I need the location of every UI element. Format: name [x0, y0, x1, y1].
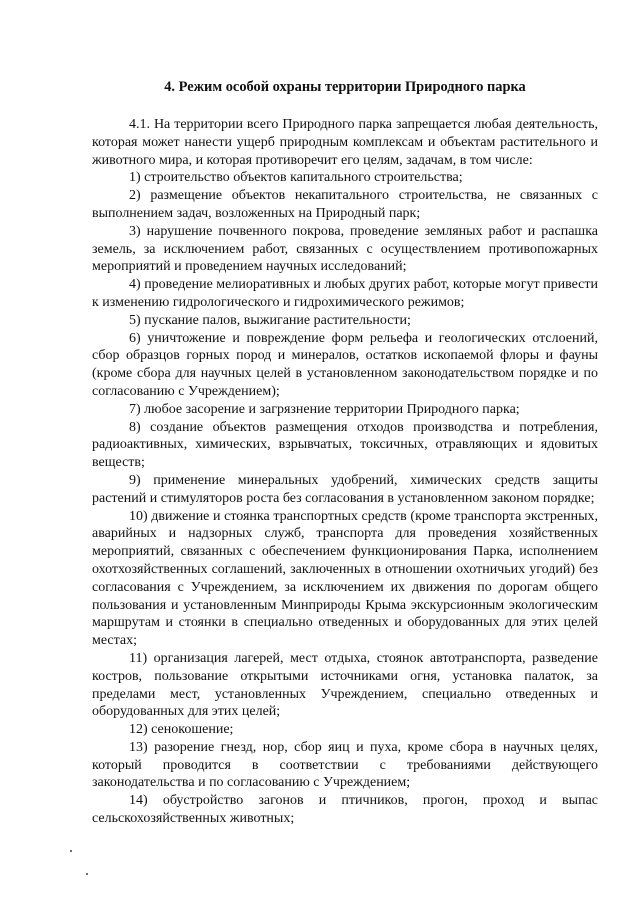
paragraph-4-1: 4.1. На территории всего Природного парка запрещается любая деятельность, которая может нанести ущерб природным комплексам и объектам растительного и животного мира, и которая противоречит его целям, задачам, в том числе:	[92, 117, 598, 168]
list-item-9: 9) применение минеральных удобрений, химических средств защиты растений и стимуляторов роста без согласования в установленном законом порядке;	[92, 472, 598, 506]
list-item-11: 11) организация лагерей, мест отдыха, стоянок автотранспорта, разведение костров, пользование открытыми источниками огня, установка палаток, за пределами мест, установленных Учреждением, специально отведенных и оборудованных для этих целей;	[92, 650, 598, 720]
list-item-8: 8) создание объектов размещения отходов производства и потребления, радиоактивных, химических, взрывчатых, токсичных, отравляющих и ядовитых веществ;	[92, 419, 598, 471]
scan-speck	[70, 850, 72, 852]
list-item-2: 2) размещение объектов некапитального строительства, не связанных с выполнением задач, возложенных на Природный парк;	[92, 188, 598, 221]
list-item-14: 14) обустройство загонов и птичников, прогон, проход и выпас сельскохозяйственных животных;	[92, 793, 598, 827]
section-body	[92, 116, 598, 828]
list-item-7: 7) любое засорение и загрязнение территории Природного парка;	[129, 401, 520, 417]
list-item-3: 3) нарушение почвенного покрова, проведение земляных работ и распашка земель, за исключением работ, связанных с осуществлением противопожарных мероприятий и проведением научных исследований;	[92, 223, 598, 275]
list-item-6: 6) уничтожение и повреждение форм рельефа и геологических отслоений, сбор образцов горных пород и минералов, остатков ископаемой флоры и фауны (кроме сбора для научных целей в установленном законодательством порядке и по согласованию с Учреждением);	[92, 330, 598, 399]
list-item-12: 12) сенокошение;	[129, 722, 234, 738]
list-item-4: 4) проведение мелиоративных и любых других работ, которые могут привести к изменению гидрологического и гидрохимического режимов;	[92, 277, 598, 310]
list-item-1: 1) строительство объектов капитального строительства;	[129, 170, 463, 186]
list-item-10: 10) движение и стоянка транспортных средств (кроме транспорта экстренных, аварийных и надзорных служб, транспорта для проведения хозяйственных мероприятий, связанных с обеспечением функционирования Парка, исполнением охотхозяйственных соглашений, заключенных в отношении охотничьих угодий) без согласования с Учреждением, за исключением их движения по дорогам общего пользования и установленным Минприроды Крыма экскурсионным экологическим маршрутам и стоянки в специально отведенных и оборудованных для этих целей местах;	[92, 508, 598, 649]
section-heading: 4. Режим особой охраны территории Природного парка	[164, 79, 526, 95]
list-item-13: 13) разорение гнезд, нор, сбор яиц и пуха, кроме сбора в научных целях, который проводится в соответствии с требованиями действующего законодательства и по согласованию с Учреждением;	[92, 739, 598, 791]
scan-speck	[86, 873, 88, 875]
list-item-5: 5) пускание палов, выжигание растительности;	[129, 312, 411, 328]
